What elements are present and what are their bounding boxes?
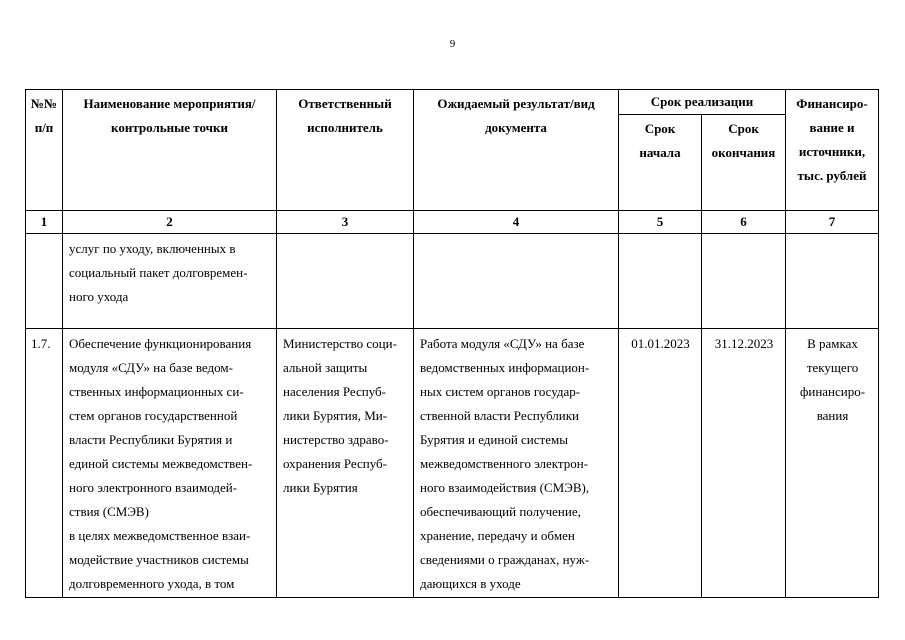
row-number: 1.7. bbox=[26, 329, 63, 598]
start-date-cell: 01.01.2023 bbox=[619, 329, 702, 598]
header-col-end: Срок окончания bbox=[702, 115, 786, 211]
header-col-name: Наименование мероприятия/ контрольные точки bbox=[63, 90, 277, 211]
executor-cell: Министерство соци- альной защиты населения Респуб- лики Бурятия, Ми- нистерство здраво- охранения Респуб- лики Бурятия bbox=[277, 329, 414, 598]
column-numbers-row bbox=[26, 211, 879, 234]
table-row bbox=[26, 234, 879, 329]
plan-table bbox=[25, 89, 879, 598]
column-number: 6 bbox=[702, 211, 786, 234]
activity-name-cell: Обеспечение функционирования модуля «СДУ» на базе ведом- ственных информационных си- стем органов государственной власти Республики Бурятия и единой системы межведомствен- ного электронного взаимодей- ствия (СМЭВ) в целях межведомственное взаи- модействие участников системы долговременного ухода, в том bbox=[63, 329, 277, 598]
finance-cell: В рамках текущего финансиро- вания bbox=[786, 329, 879, 598]
executor-cell bbox=[277, 234, 414, 329]
finance-cell bbox=[786, 234, 879, 329]
activity-name-cell: услуг по уходу, включенных в социальный пакет долговремен- ного ухода bbox=[63, 234, 277, 329]
table-row bbox=[26, 329, 879, 598]
header-col-result: Ожидаемый результат/вид документа bbox=[414, 90, 619, 211]
column-number: 7 bbox=[786, 211, 879, 234]
column-number: 4 bbox=[414, 211, 619, 234]
page-number: 9 bbox=[449, 38, 456, 50]
start-date-cell bbox=[619, 234, 702, 329]
result-cell bbox=[414, 234, 619, 329]
column-number: 5 bbox=[619, 211, 702, 234]
header-col-start: Срок начала bbox=[619, 115, 702, 211]
header-col-executor: Ответственный исполнитель bbox=[277, 90, 414, 211]
row-number bbox=[26, 234, 63, 329]
column-number: 3 bbox=[277, 211, 414, 234]
column-number: 1 bbox=[26, 211, 63, 234]
result-cell: Работа модуля «СДУ» на базе ведомственных информацион- ных систем органов государ- ственной власти Республики Бурятия и единой системы межведомственного электрон- ного взаимодействия (СМЭВ), обеспечивающий получение, хранение, передачу и обмен сведениями о гражданах, нуж- дающихся в уходе bbox=[414, 329, 619, 598]
header-col-number: №№ п/п bbox=[26, 90, 63, 211]
column-number: 2 bbox=[63, 211, 277, 234]
end-date-cell: 31.12.2023 bbox=[702, 329, 786, 598]
header-col-finance: Финансиро- вание и источники, тыс. рублей bbox=[786, 90, 879, 211]
header-col-period: Срок реализации bbox=[619, 90, 786, 115]
end-date-cell bbox=[702, 234, 786, 329]
